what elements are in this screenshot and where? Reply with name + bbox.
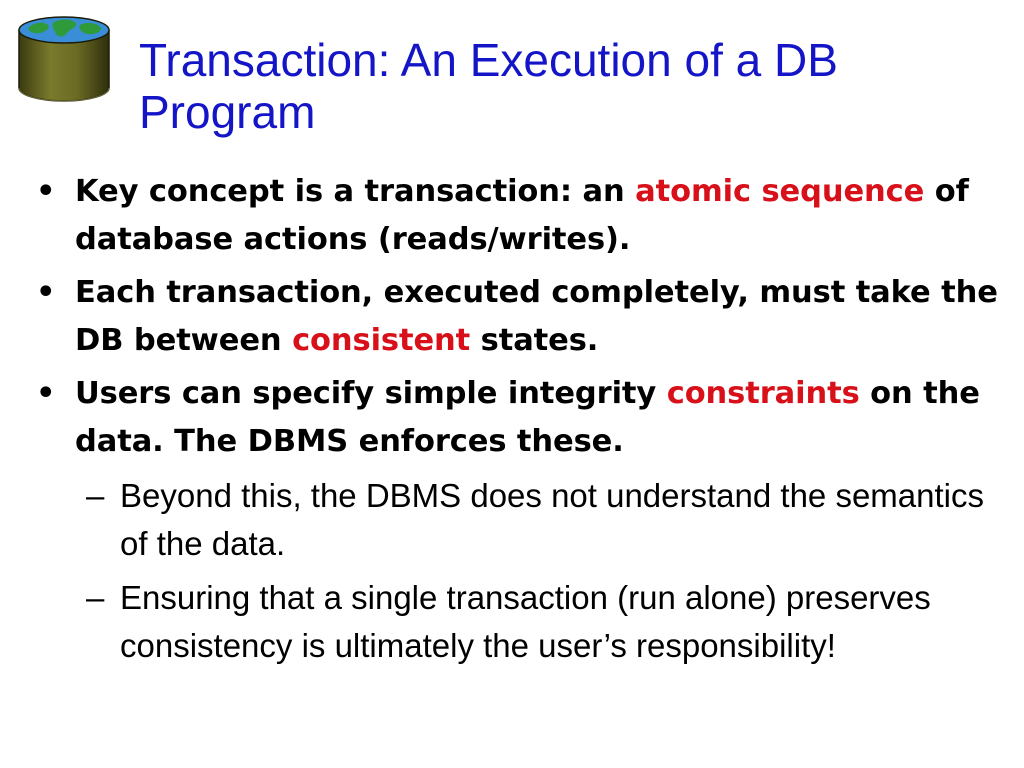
sub-bullet-item xyxy=(30,472,1010,568)
sub-bullet-text: Ensuring that a single transaction (run alone) preserves consistency is ultimately the user’s responsibility! xyxy=(120,579,931,664)
sub-bullet-marker: – xyxy=(86,579,105,616)
highlight-term: consistent xyxy=(292,323,471,358)
bullet-marker: • xyxy=(36,275,56,310)
bullet-item xyxy=(30,168,1010,264)
highlight-term: constraints xyxy=(666,376,860,411)
bullet-text: on the data. The DBMS enforces these. xyxy=(75,376,980,459)
sub-bullet-marker: – xyxy=(86,477,105,514)
bullet-text: states. xyxy=(470,323,599,358)
bullet-item xyxy=(30,269,1010,365)
sub-bullet-text: Beyond this, the DBMS does not understand the semantics of the data. xyxy=(120,477,984,562)
bullet-text: of database actions (reads/writes). xyxy=(75,174,969,257)
bullet-text: Each transaction, executed completely, must take the DB between xyxy=(75,275,998,358)
sub-bullet-item xyxy=(30,574,1010,670)
slide-title: Transaction: An Execution of a DB Program xyxy=(139,34,838,138)
highlight-term: atomic sequence xyxy=(635,174,925,209)
bullet-text: Key concept is a transaction: an xyxy=(75,174,636,209)
bullet-text: Users can specify simple integrity xyxy=(75,376,667,411)
bullet-item xyxy=(30,370,1010,466)
bullet-marker: • xyxy=(36,376,56,411)
bullet-marker: • xyxy=(36,174,56,209)
slide-body xyxy=(30,168,1010,674)
database-globe-icon xyxy=(14,12,114,104)
